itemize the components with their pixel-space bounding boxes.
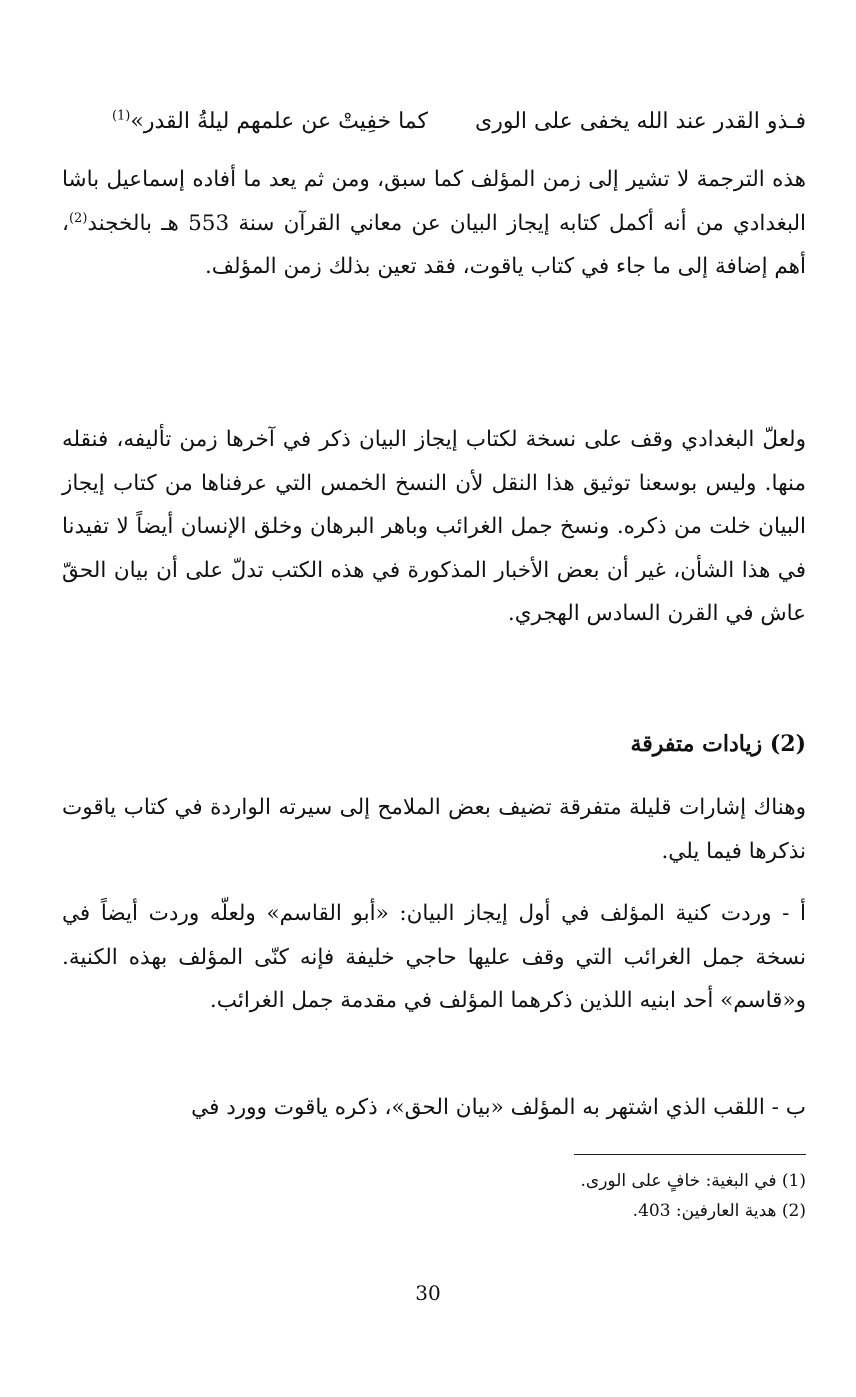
footnote-divider [574, 1154, 806, 1155]
footnote-1: (1) في البغية: خافٍ على الورى. [580, 1171, 806, 1191]
paragraph-baghdadi: ولعلّ البغدادي وقف على نسخة لكتاب إيجاز البيان ذكر في آخرها زمن تأليفه، فنقله منها. وليس بوسعنا توثيق هذا النقل لأن النسخ الخمس التي عرفناها من كتاب إيجاز البيان خلت من ذكره. ونسخ جمل الغرائب وباهر البرهان وخلق الإنسان أيضاً لا تفيدنا في هذا الشأن، غير أن بعض الأخبار المذكورة في هذه الكتب تدلّ على أن بيان الحقّ عاش في القرن السادس الهجري. [62, 427, 806, 626]
footnote-ref-2: (2) [68, 210, 88, 226]
page-number: 30 [415, 1281, 441, 1305]
poetry-verse [60, 100, 806, 144]
verse-first-hemistich: فـذو القدر عند الله يخفى على الورى [475, 109, 806, 134]
paragraph-scattered-notes: وهناك إشارات قليلة متفرقة تضيف بعض الملامح إلى سيرته الواردة في كتاب ياقوت نذكرها فيما يلي. [62, 795, 806, 864]
paragraph-translation-note: هذه الترجمة لا تشير إلى زمن المؤلف كما سبق، ومن ثم يعد ما أفاده إسماعيل باشا البغدادي من أنه أكمل كتابه إيجاز البيان عن معاني القرآن سنة 553 هـ بالخجند$^{(2)}$، أهم إضافة إلى ما جاء في كتاب ياقوت، فقد تعين بذلك زمن المؤلف. [62, 167, 807, 279]
section-heading: (2) زيادات متفرقة [630, 731, 806, 757]
footnote-ref-1: (1) [111, 108, 131, 124]
footnote-2: (2) هدية العارفين: 403. [632, 1201, 806, 1221]
verse-second-hemistich: كما خفِيتْ عن علمهم ليلةُ القدر»$^{(1)}$ [111, 108, 428, 134]
paragraph-item-a: أ - وردت كنية المؤلف في أول إيجاز البيان: «أبو القاسم» ولعلّه وردت أيضاً في نسخة جمل الغرائب التي وقف عليها حاجي خليفة فإنه كنّى المؤلف بهذه الكنية. و«قاسم» أحد ابنيه اللذين ذكرهما المؤلف في مقدمة جمل الغرائب. [62, 901, 806, 1013]
paragraph-item-b: ب - اللقب الذي اشتهر به المؤلف «بيان الحق»، ذكره ياقوت وورد في [191, 1095, 806, 1120]
footnotes [300, 1166, 806, 1226]
